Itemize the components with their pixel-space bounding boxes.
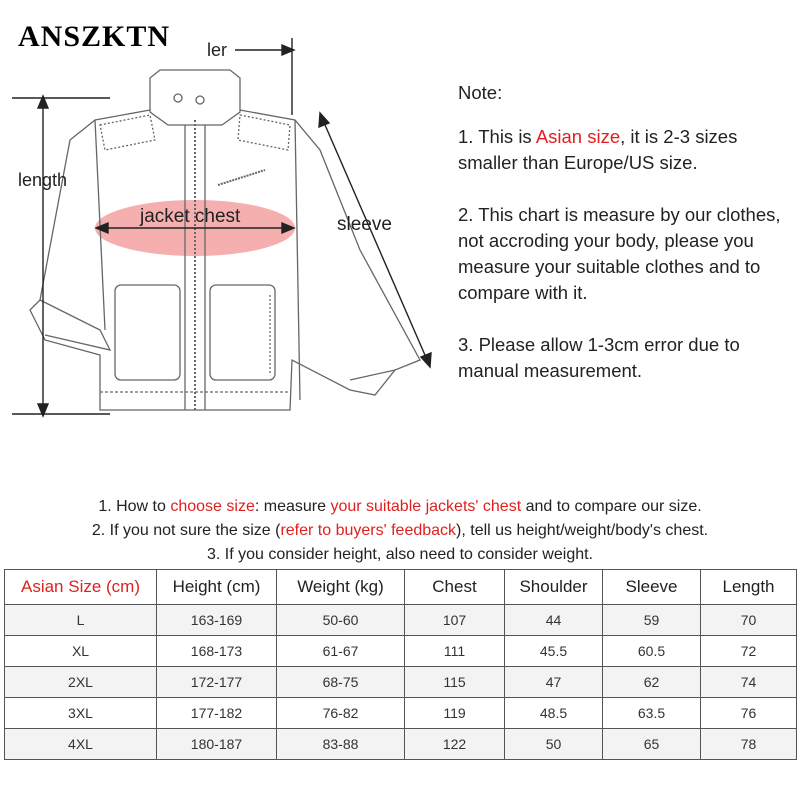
note-item-1-text-b: , it is 2-3 sizes smaller than Europe/US size.	[458, 126, 738, 173]
table-cell: 163-169	[157, 605, 277, 636]
jacket-chest-highlight: your suitable jackets' chest	[330, 498, 522, 515]
size-note	[458, 80, 793, 410]
table-cell: 115	[405, 667, 505, 698]
table-cell: 70	[701, 605, 797, 636]
table-cell: 63.5	[603, 698, 701, 729]
howto-line-1-c: and to compare our size.	[521, 498, 702, 515]
howto-line-1-a: 1. How to	[98, 498, 171, 515]
table-cell: XL	[5, 636, 157, 667]
table-row	[5, 605, 797, 636]
table-cell: 44	[505, 605, 603, 636]
table-cell: 47	[505, 667, 603, 698]
table-cell: 48.5	[505, 698, 603, 729]
header-height: Height (cm)	[157, 570, 277, 605]
table-cell: 2XL	[5, 667, 157, 698]
note-title: Note:	[458, 82, 503, 103]
how-to-choose-instructions	[0, 495, 800, 567]
howto-line-1	[0, 495, 800, 519]
header-length: Length	[701, 570, 797, 605]
howto-line-1-b: : measure	[254, 498, 331, 515]
table-cell: 83-88	[277, 729, 405, 760]
howto-line-3: 3. If you consider height, also need to consider weight.	[206, 546, 593, 563]
howto-line-2-a: 2. If you not sure the size (	[91, 522, 281, 539]
choose-size-highlight: choose size	[170, 498, 255, 515]
table-cell: 60.5	[603, 636, 701, 667]
chest-label: jacket chest	[140, 206, 241, 227]
table-cell: 172-177	[157, 667, 277, 698]
table-cell: 76-82	[277, 698, 405, 729]
table-cell: 61-67	[277, 636, 405, 667]
table-cell: 65	[603, 729, 701, 760]
table-row	[5, 667, 797, 698]
note-item-2: 2. This chart is measure by our clothes, not accroding your body, please you measure your suitable clothes and to compare with it.	[458, 204, 781, 303]
table-cell: 4XL	[5, 729, 157, 760]
table-cell: 111	[405, 636, 505, 667]
table-cell: 74	[701, 667, 797, 698]
howto-line-2-b: ), tell us height/weight/body's chest.	[456, 522, 709, 539]
header-asian-size: Asian Size (cm)	[5, 570, 157, 605]
brand-logo: ANSZKTN	[18, 20, 171, 53]
table-cell: 180-187	[157, 729, 277, 760]
table-cell: 3XL	[5, 698, 157, 729]
table-cell: 122	[405, 729, 505, 760]
header-shoulder: Shoulder	[505, 570, 603, 605]
table-row	[5, 698, 797, 729]
table-cell: 177-182	[157, 698, 277, 729]
table-cell: 59	[603, 605, 701, 636]
table-cell: 62	[603, 667, 701, 698]
table-cell: 50-60	[277, 605, 405, 636]
table-cell: 72	[701, 636, 797, 667]
table-row	[5, 729, 797, 760]
table-cell: L	[5, 605, 157, 636]
note-item-1-text-a: 1. This is	[458, 126, 536, 147]
asian-size-highlight: Asian size	[535, 126, 621, 147]
table-cell: 168-173	[157, 636, 277, 667]
length-label: length	[18, 170, 68, 190]
table-cell: 76	[701, 698, 797, 729]
buyer-feedback-highlight: refer to buyers' feedback	[280, 522, 457, 539]
note-item-1	[458, 124, 793, 176]
sleeve-label: sleeve	[337, 214, 392, 235]
table-cell: 50	[505, 729, 603, 760]
size-chart-table	[4, 569, 797, 760]
jacket-diagram	[0, 0, 450, 440]
header-chest: Chest	[405, 570, 505, 605]
shoulder-label: ler	[207, 40, 228, 60]
table-cell: 119	[405, 698, 505, 729]
table-cell: 45.5	[505, 636, 603, 667]
header-sleeve: Sleeve	[603, 570, 701, 605]
howto-line-2	[0, 519, 800, 543]
note-item-3: 3. Please allow 1-3cm error due to manual measurement.	[458, 334, 740, 381]
table-row	[5, 636, 797, 667]
header-weight: Weight (kg)	[277, 570, 405, 605]
table-cell: 107	[405, 605, 505, 636]
table-header-row	[5, 570, 797, 605]
table-cell: 68-75	[277, 667, 405, 698]
table-cell: 78	[701, 729, 797, 760]
